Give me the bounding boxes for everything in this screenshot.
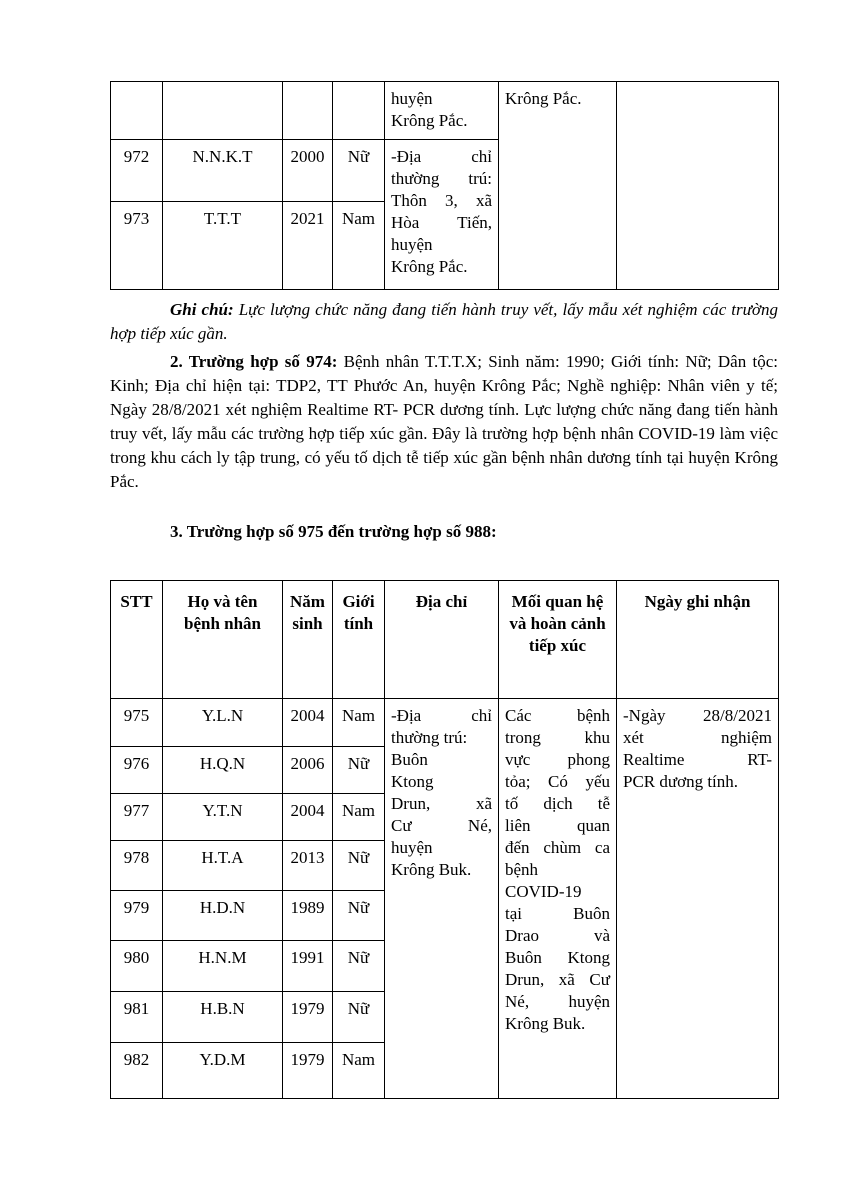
stt-cell: 980 [111,941,163,992]
relation-line: vực phong [505,750,610,769]
year-cell [283,82,333,140]
address-line: Ktong [391,772,434,791]
address-line: Drun, xã [391,794,492,813]
name-cell [163,82,283,140]
name-cell: Y.L.N [163,699,283,747]
sex-cell: Nam [333,699,385,747]
address-line: Buôn [391,750,428,769]
address-line: huyện [391,838,433,857]
sex-cell: Nữ [333,841,385,891]
sex-cell: Nữ [333,891,385,941]
relation-line: Các bệnh [505,706,610,725]
address-line: Thôn 3, xã [391,191,492,210]
relation-line: Krông Buk. [505,1014,586,1033]
year-cell: 1979 [283,1043,333,1099]
header-year: Năm sinh [283,581,333,699]
address-line: thường trú: [391,728,468,747]
note-text: Lực lượng chức năng đang tiến hành truy vết, lấy mẫu xét nghiệm các trường hợp tiếp xúc gần. [110,300,778,343]
relation-line: Drao và [505,926,610,945]
address-line: huyện [391,89,433,108]
sex-cell: Nam [333,202,385,290]
date-cell [617,82,779,290]
relation-line: Buôn Ktong [505,948,610,967]
address-line: Krông Pắc. [391,111,468,130]
date-line: Realtime RT- [623,750,772,769]
date-cell [617,699,779,1099]
sex-cell: Nam [333,794,385,841]
year-cell: 2021 [283,202,333,290]
date-line: -Ngày 28/8/2021 [623,706,772,725]
note-paragraph [110,298,778,346]
relation-line: bệnh [505,860,539,879]
relation-line: liên quan [505,816,610,835]
header-sex: Giới tính [333,581,385,699]
stt-cell [111,82,163,140]
stt-cell: 972 [111,140,163,202]
address-cell [385,699,499,1099]
stt-cell: 979 [111,891,163,941]
year-cell: 1991 [283,941,333,992]
relation-line: Né, huyện [505,992,610,1011]
table-row [111,82,779,140]
address-line: Hòa Tiến, [391,213,492,232]
sex-cell: Nữ [333,140,385,202]
relation-line: tỏa; Có yếu [505,772,610,791]
table-header-row [111,581,779,699]
section-3-heading: 3. Trường hợp số 975 đến trường hợp số 988: [170,522,497,541]
table-row [111,699,779,747]
address-line: -Địa chỉ [391,147,492,166]
cases-975-988-table [110,580,779,1099]
sex-cell: Nữ [333,941,385,992]
address-line: -Địa chỉ [391,706,492,725]
relation-line: tố dịch tễ [505,794,610,813]
relation-line: đến chùm ca [505,838,610,857]
sex-cell: Nữ [333,747,385,794]
address-line: Krông Buk. [391,860,472,879]
name-cell: T.T.T [163,202,283,290]
stt-cell: 977 [111,794,163,841]
name-cell: H.T.A [163,841,283,891]
relation-line: trong khu [505,728,610,747]
sex-cell: Nữ [333,992,385,1043]
stt-cell: 978 [111,841,163,891]
header-stt: STT [111,581,163,699]
name-cell: H.D.N [163,891,283,941]
stt-cell: 976 [111,747,163,794]
date-line: xét nghiệm [623,728,772,747]
address-line: huyện [391,235,433,254]
header-name: Họ và tên bệnh nhân [163,581,283,699]
date-line: PCR dương tính. [623,772,739,791]
year-cell: 2000 [283,140,333,202]
year-cell: 2004 [283,794,333,841]
year-cell: 1979 [283,992,333,1043]
year-cell: 2004 [283,699,333,747]
stt-cell: 975 [111,699,163,747]
year-cell: 1989 [283,891,333,941]
relation-line: Drun, xã Cư [505,970,610,989]
name-cell: H.Q.N [163,747,283,794]
relation-cell: Krông Pắc. [499,82,617,290]
note-label: Ghi chú: [170,300,234,319]
sex-cell: Nam [333,1043,385,1099]
relation-line: tại Buôn [505,904,610,923]
name-cell: H.N.M [163,941,283,992]
case-974-text: Bệnh nhân T.T.T.X; Sinh năm: 1990; Giới tính: Nữ; Dân tộc: Kinh; Địa chỉ hiện tại: TDP2, TT Phước An, huyện Krông Pắc; Nghề nghiệp: Nhân viên y tế; Ngày 28/8/2021 xét nghiệm Realtime RT- PCR dương tính. Lực lượng chức năng đang tiến hành truy vết, lấy mẫu các trường hợp tiếp xúc gần. Đây là trường hợp bệnh nhân COVID-19 làm việc trong khu cách ly tập trung, có yếu tố dịch tễ tiếp xúc gần bệnh nhân dương tính tại huyện Krông Pắc. [110,352,778,491]
address-line: thường trú: [391,169,492,188]
header-address: Địa chỉ [385,581,499,699]
relation-line: COVID-19 [505,882,582,901]
name-cell: Y.D.M [163,1043,283,1099]
address-line: Cư Né, [391,816,492,835]
year-cell: 2013 [283,841,333,891]
name-cell: H.B.N [163,992,283,1043]
relation-cell [499,699,617,1099]
name-cell: N.N.K.T [163,140,283,202]
stt-cell: 981 [111,992,163,1043]
header-relation: Mối quan hệ và hoàn cảnh tiếp xúc [499,581,617,699]
contact-table-continued [110,81,779,290]
address-cell [385,140,499,290]
stt-cell: 973 [111,202,163,290]
sex-cell [333,82,385,140]
case-974-paragraph [110,350,778,494]
address-cell-continued [385,82,499,140]
stt-cell: 982 [111,1043,163,1099]
header-date: Ngày ghi nhận [617,581,779,699]
year-cell: 2006 [283,747,333,794]
case-974-heading: 2. Trường hợp số 974: [170,352,338,371]
address-line: Krông Pắc. [391,257,468,276]
name-cell: Y.T.N [163,794,283,841]
